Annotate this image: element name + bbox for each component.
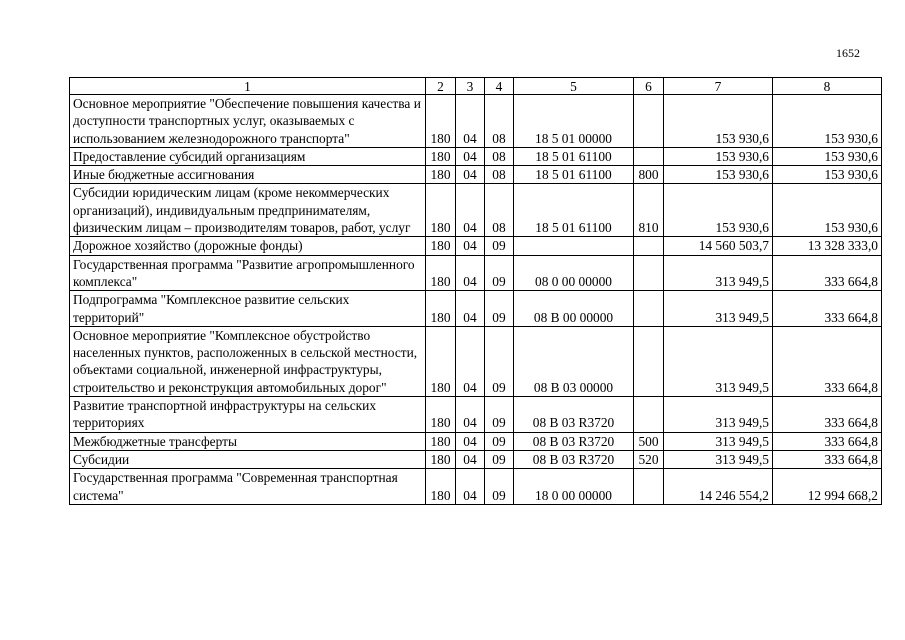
table-row <box>70 95 882 148</box>
section-code: 04 <box>456 326 485 396</box>
expense-type-code <box>634 326 664 396</box>
subsection-code: 08 <box>485 95 514 148</box>
section-code: 04 <box>456 432 485 450</box>
table-row <box>70 291 882 327</box>
subsection-code: 09 <box>485 237 514 255</box>
section-code: 04 <box>456 291 485 327</box>
column-header: 5 <box>514 78 634 95</box>
row-name: Подпрограмма "Комплексное развитие сельских территорий" <box>70 291 426 327</box>
section-code: 04 <box>456 184 485 237</box>
amount-col7: 313 949,5 <box>664 397 773 433</box>
table-row <box>70 255 882 291</box>
column-header: 2 <box>426 78 456 95</box>
table-header-row <box>70 78 882 95</box>
subsection-code: 09 <box>485 397 514 433</box>
column-header: 6 <box>634 78 664 95</box>
target-item-code: 18 5 01 00000 <box>514 95 634 148</box>
amount-col8: 333 664,8 <box>773 432 882 450</box>
ministry-code: 180 <box>426 469 456 505</box>
table-row <box>70 450 882 468</box>
column-header: 7 <box>664 78 773 95</box>
ministry-code: 180 <box>426 237 456 255</box>
section-code: 04 <box>456 450 485 468</box>
ministry-code: 180 <box>426 291 456 327</box>
expense-type-code: 810 <box>634 184 664 237</box>
table-row <box>70 397 882 433</box>
target-item-code <box>514 237 634 255</box>
row-name: Предоставление субсидий организациям <box>70 147 426 165</box>
row-name: Развитие транспортной инфраструктуры на сельских территориях <box>70 397 426 433</box>
target-item-code: 18 5 01 61100 <box>514 184 634 237</box>
amount-col7: 313 949,5 <box>664 291 773 327</box>
expense-type-code: 520 <box>634 450 664 468</box>
amount-col8: 13 328 333,0 <box>773 237 882 255</box>
section-code: 04 <box>456 147 485 165</box>
row-name: Основное мероприятие "Обеспечение повышения качества и доступности транспортных услуг, оказываемых с использованием железнодорожного транспорта" <box>70 95 426 148</box>
amount-col8: 153 930,6 <box>773 166 882 184</box>
amount-col7: 14 560 503,7 <box>664 237 773 255</box>
column-header: 1 <box>70 78 426 95</box>
target-item-code: 18 0 00 00000 <box>514 469 634 505</box>
column-header: 8 <box>773 78 882 95</box>
amount-col7: 153 930,6 <box>664 184 773 237</box>
ministry-code: 180 <box>426 166 456 184</box>
target-item-code: 18 5 01 61100 <box>514 147 634 165</box>
subsection-code: 09 <box>485 255 514 291</box>
ministry-code: 180 <box>426 397 456 433</box>
row-name: Дорожное хозяйство (дорожные фонды) <box>70 237 426 255</box>
subsection-code: 09 <box>485 469 514 505</box>
row-name: Иные бюджетные ассигнования <box>70 166 426 184</box>
ministry-code: 180 <box>426 432 456 450</box>
expense-type-code <box>634 397 664 433</box>
expense-type-code <box>634 147 664 165</box>
ministry-code: 180 <box>426 147 456 165</box>
page-number: 1652 <box>836 46 860 60</box>
expense-type-code <box>634 237 664 255</box>
amount-col7: 14 246 554,2 <box>664 469 773 505</box>
amount-col8: 153 930,6 <box>773 95 882 148</box>
amount-col8: 333 664,8 <box>773 397 882 433</box>
subsection-code: 09 <box>485 450 514 468</box>
expense-type-code <box>634 95 664 148</box>
row-name: Государственная программа "Современная транспортная система" <box>70 469 426 505</box>
amount-col7: 153 930,6 <box>664 147 773 165</box>
ministry-code: 180 <box>426 326 456 396</box>
row-name: Основное мероприятие "Комплексное обустройство населенных пунктов, расположенных в сельской местности, объектами социальной, инженерной инфраструктуры, строительство и реконструкция автомобильных дорог" <box>70 326 426 396</box>
section-code: 04 <box>456 397 485 433</box>
amount-col7: 313 949,5 <box>664 326 773 396</box>
table-row <box>70 469 882 505</box>
expense-type-code <box>634 255 664 291</box>
table-row <box>70 326 882 396</box>
amount-col8: 153 930,6 <box>773 147 882 165</box>
amount-col8: 333 664,8 <box>773 450 882 468</box>
section-code: 04 <box>456 166 485 184</box>
target-item-code: 08 В 03 R3720 <box>514 432 634 450</box>
section-code: 04 <box>456 237 485 255</box>
amount-col8: 333 664,8 <box>773 326 882 396</box>
target-item-code: 08 В 03 R3720 <box>514 450 634 468</box>
section-code: 04 <box>456 469 485 505</box>
table-row <box>70 166 882 184</box>
row-name: Государственная программа "Развитие агропромышленного комплекса" <box>70 255 426 291</box>
expense-type-code: 800 <box>634 166 664 184</box>
subsection-code: 09 <box>485 291 514 327</box>
table-row <box>70 147 882 165</box>
ministry-code: 180 <box>426 184 456 237</box>
target-item-code: 18 5 01 61100 <box>514 166 634 184</box>
section-code: 04 <box>456 95 485 148</box>
row-name: Субсидии юридическим лицам (кроме некоммерческих организаций), индивидуальным предпринимателям, физическим лицам – производителям товаров, работ, услуг <box>70 184 426 237</box>
amount-col7: 313 949,5 <box>664 450 773 468</box>
table-row <box>70 237 882 255</box>
amount-col8: 333 664,8 <box>773 291 882 327</box>
expense-type-code <box>634 469 664 505</box>
section-code: 04 <box>456 255 485 291</box>
amount-col7: 153 930,6 <box>664 166 773 184</box>
amount-col7: 313 949,5 <box>664 432 773 450</box>
column-header: 4 <box>485 78 514 95</box>
subsection-code: 08 <box>485 184 514 237</box>
ministry-code: 180 <box>426 450 456 468</box>
subsection-code: 08 <box>485 166 514 184</box>
target-item-code: 08 0 00 00000 <box>514 255 634 291</box>
amount-col8: 333 664,8 <box>773 255 882 291</box>
target-item-code: 08 В 03 00000 <box>514 326 634 396</box>
row-name: Межбюджетные трансферты <box>70 432 426 450</box>
subsection-code: 09 <box>485 432 514 450</box>
amount-col8: 153 930,6 <box>773 184 882 237</box>
column-header: 3 <box>456 78 485 95</box>
amount-col8: 12 994 668,2 <box>773 469 882 505</box>
ministry-code: 180 <box>426 255 456 291</box>
amount-col7: 313 949,5 <box>664 255 773 291</box>
subsection-code: 09 <box>485 326 514 396</box>
budget-table <box>69 77 882 505</box>
table-row <box>70 184 882 237</box>
ministry-code: 180 <box>426 95 456 148</box>
subsection-code: 08 <box>485 147 514 165</box>
amount-col7: 153 930,6 <box>664 95 773 148</box>
expense-type-code: 500 <box>634 432 664 450</box>
row-name: Субсидии <box>70 450 426 468</box>
target-item-code: 08 В 00 00000 <box>514 291 634 327</box>
target-item-code: 08 В 03 R3720 <box>514 397 634 433</box>
expense-type-code <box>634 291 664 327</box>
table-row <box>70 432 882 450</box>
